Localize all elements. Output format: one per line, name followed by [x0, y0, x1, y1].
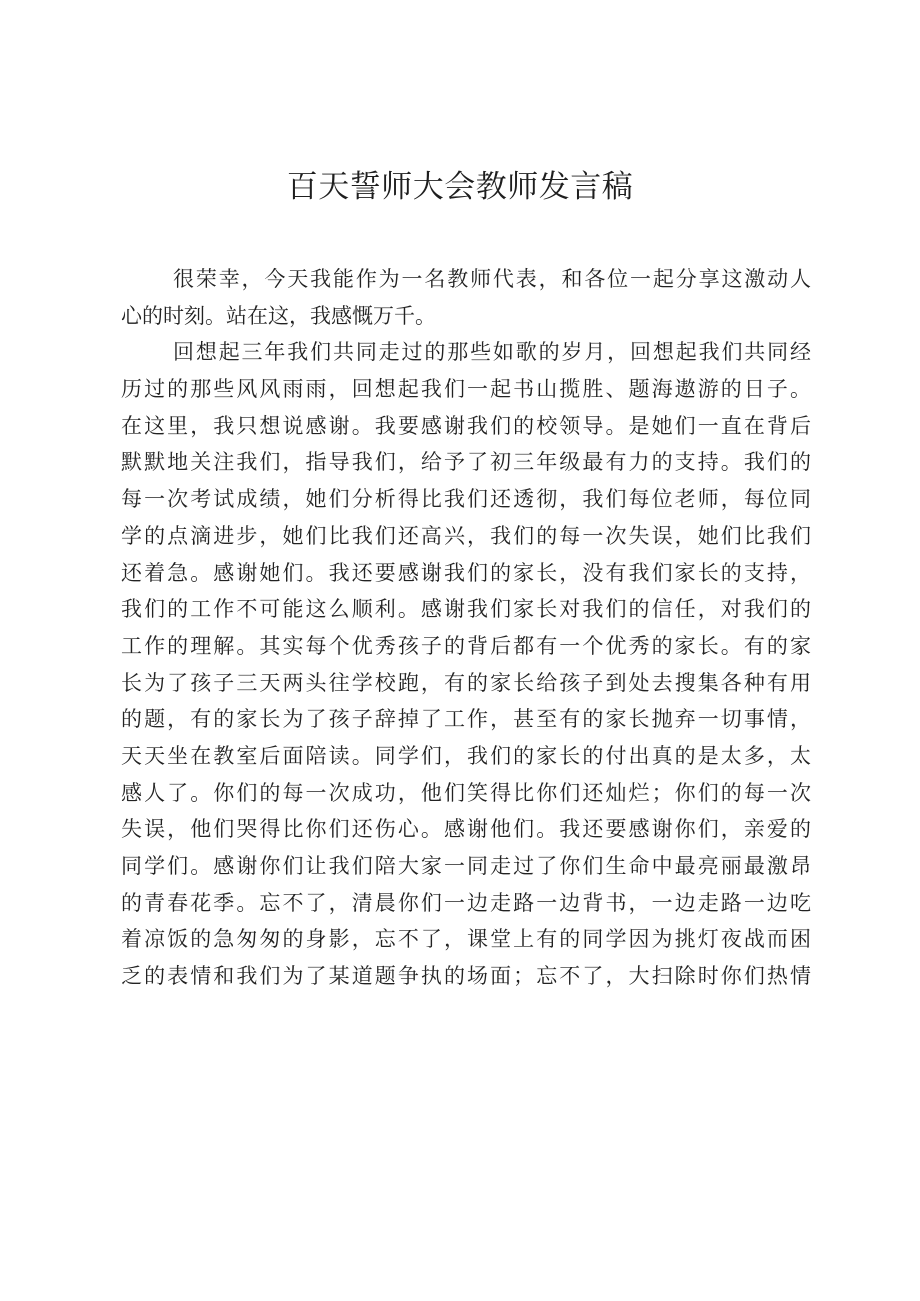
- text-line: 同学们。感谢你们让我们陪大家一同走过了你们生命中最亮丽最激昂: [121, 854, 811, 878]
- text-line: 默默地关注我们，指导我们，给予了初三年级最有力的支持。我们的: [121, 450, 811, 475]
- text-line: 的青春花季。忘不了，清晨你们一边走路一边背书，一边走路一边吃: [121, 890, 811, 915]
- text-line: 回想起三年我们共同走过的那些如歌的岁月，回想起我们共同经: [173, 340, 811, 365]
- text-line: 失误，他们哭得比你们还伤心。感谢他们。我还要感谢你们，亲爱的: [121, 817, 811, 842]
- text-line: 乏的表情和我们为了某道题争执的场面；忘不了，大扫除时你们热情: [121, 964, 811, 989]
- page-title: 百天誓师大会教师发言稿: [286, 169, 634, 205]
- document-body: [121, 261, 811, 995]
- text-line: 天天坐在教室后面陪读。同学们，我们的家长的付出真的是太多，太: [121, 743, 811, 768]
- text-line: 在这里，我只想说感谢。我要感谢我们的校领导。是她们一直在背后: [121, 413, 811, 438]
- text-line: 还着急。感谢她们。我还要感谢我们的家长，没有我们家长的支持，: [121, 560, 811, 585]
- text-line: 每一次考试成绩，她们分析得比我们还透彻，我们每位老师，每位同: [121, 487, 811, 512]
- text-line: 着凉饭的急匆匆的身影，忘不了，课堂上有的同学因为挑灯夜战而困: [121, 927, 811, 952]
- text-line: 我们的工作不可能这么顺利。感谢我们家长对我们的信任，对我们的: [121, 597, 811, 622]
- text-line: 长为了孩子三天两头往学校跑，有的家长给孩子到处去搜集各种有用: [121, 670, 811, 695]
- text-line: 很荣幸，今天我能作为一名教师代表，和各位一起分享这激动人: [173, 267, 811, 291]
- text-line: 感人了。你们的每一次成功，他们笑得比你们还灿烂；你们的每一次: [121, 780, 811, 805]
- text-line: 的题，有的家长为了孩子辞掉了工作，甚至有的家长抛弃一切事情，: [121, 707, 811, 732]
- text-line: 心的时刻。站在这，我感慨万千。: [121, 303, 436, 328]
- text-line: 学的点滴进步，她们比我们还高兴，我们的每一次失误，她们比我们: [121, 523, 811, 548]
- text-line: 工作的理解。其实每个优秀孩子的背后都有一个优秀的家长。有的家: [121, 633, 811, 658]
- text-line: 历过的那些风风雨雨，回想起我们一起书山揽胜、题海遨游的日子。: [121, 377, 811, 402]
